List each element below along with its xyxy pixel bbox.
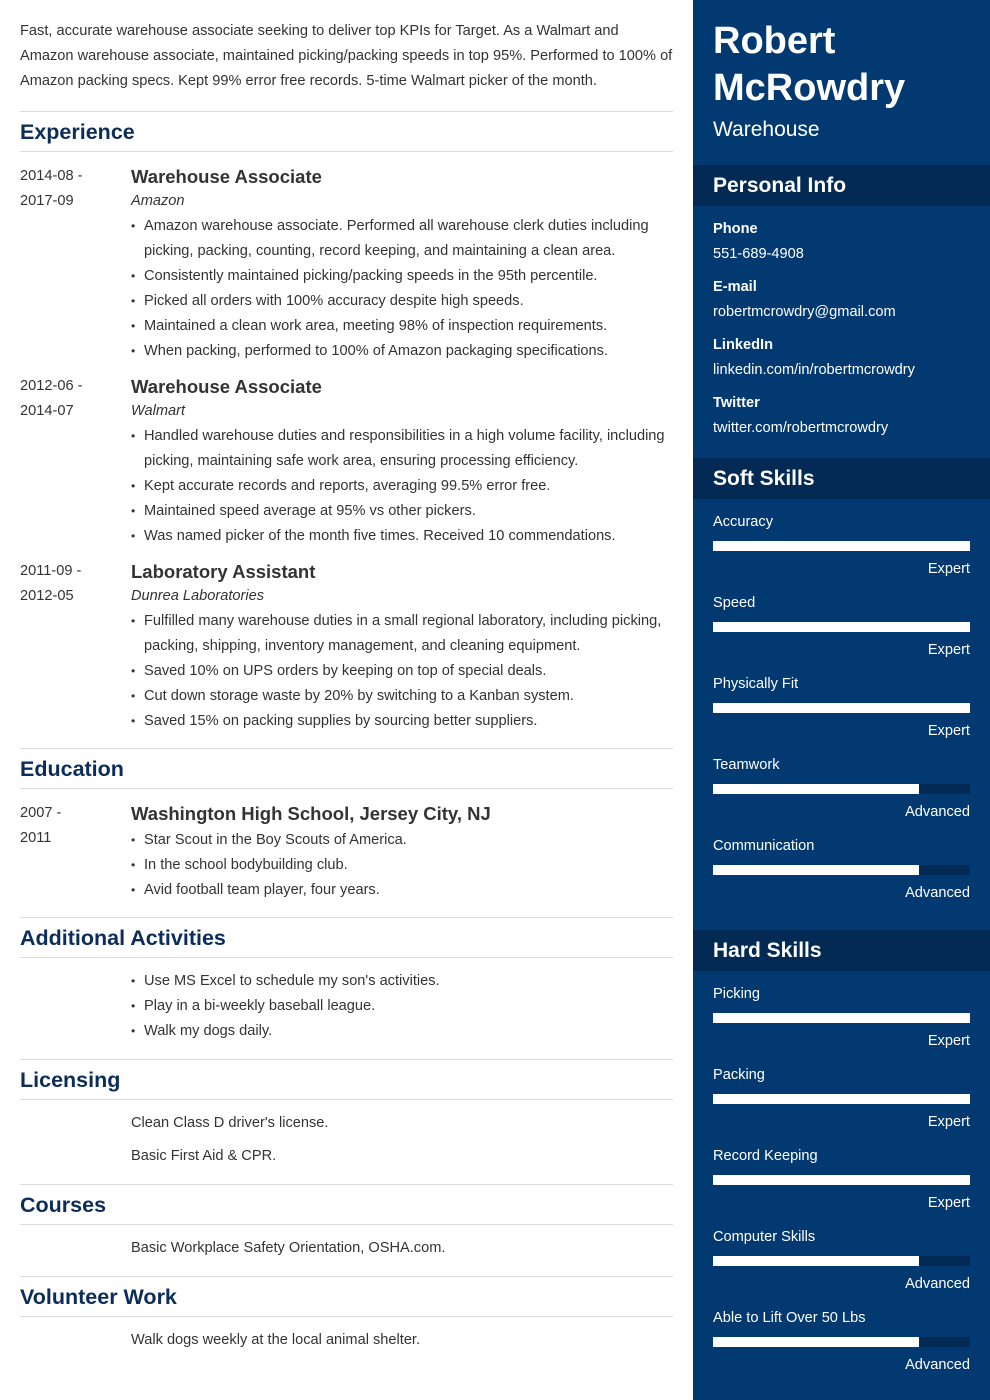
bullet-item: • Kept accurate records and reports, averaging 99.5% error free. — [131, 474, 673, 499]
info-value-linkedin[interactable]: linkedin.com/in/robertmcrowdry — [713, 362, 915, 378]
hard-skills-list — [693, 971, 990, 1400]
bullet-list — [131, 609, 673, 734]
education-entry — [20, 801, 673, 903]
skill-bar-fill — [713, 1175, 970, 1185]
date-end: 2014-07 — [20, 403, 74, 419]
section-title-volunteer: Volunteer Work — [20, 1276, 673, 1317]
courses-entry — [20, 1236, 673, 1261]
license-item: Basic First Aid & CPR. — [131, 1148, 277, 1164]
entry-date — [20, 164, 131, 364]
skill-item — [713, 983, 970, 1064]
entry-date — [20, 374, 131, 549]
skill-level: Expert — [927, 561, 970, 577]
bullet-item: • Maintained speed average at 95% vs other pickers. — [131, 499, 673, 524]
info-label-phone: Phone — [713, 221, 758, 237]
skill-item — [713, 1064, 970, 1145]
bullet-item: • Saved 10% on UPS orders by keeping on top of special deals. — [131, 659, 673, 684]
skill-item — [713, 1307, 970, 1388]
skill-name: Picking — [713, 986, 761, 1002]
info-label-email: E-mail — [713, 279, 757, 295]
name-last: McRowdry — [713, 67, 906, 109]
skill-item — [713, 1226, 970, 1307]
date-start: 2007 - — [20, 805, 62, 821]
skill-name: Accuracy — [713, 514, 774, 530]
date-start: 2014-08 - — [20, 168, 83, 184]
date-end: 2012-05 — [20, 588, 74, 604]
info-label-twitter: Twitter — [713, 395, 760, 411]
bullet-item: • Was named picker of the month five times. Received 10 commendations. — [131, 524, 673, 549]
skill-bar-fill — [713, 703, 970, 713]
skill-bar-fill — [713, 1013, 970, 1023]
job-title: Warehouse Associate — [131, 376, 322, 397]
info-value-email[interactable]: robertmcrowdry@gmail.com — [713, 304, 896, 320]
skill-level: Expert — [927, 723, 970, 739]
job-title: Warehouse Associate — [131, 166, 322, 187]
bullet-item: • Cut down storage waste by 20% by switching to a Kanban system. — [131, 684, 673, 709]
skill-bar-fill — [713, 541, 970, 551]
date-start: 2012-06 - — [20, 378, 83, 394]
skill-name: Physically Fit — [713, 676, 799, 692]
bullet-item: • Consistently maintained picking/packing speeds in the 95th percentile. — [131, 264, 673, 289]
skill-item — [713, 835, 970, 916]
skill-bar — [713, 784, 970, 794]
bullet-list — [131, 424, 673, 549]
skill-bar-fill — [713, 784, 919, 794]
info-value-phone[interactable]: 551-689-4908 — [713, 246, 804, 262]
candidate-role: Warehouse — [713, 118, 820, 141]
experience-entry — [20, 374, 673, 549]
skill-item — [713, 754, 970, 835]
volunteer-item: Walk dogs weekly at the local animal shelter. — [131, 1332, 421, 1348]
skill-bar-fill — [713, 865, 919, 875]
bullet-item: • In the school bodybuilding club. — [131, 853, 673, 878]
date-start: 2011-09 - — [20, 563, 82, 579]
skill-name: Able to Lift Over 50 Lbs — [713, 1310, 866, 1326]
skill-bar-fill — [713, 1256, 919, 1266]
licensing-entry — [20, 1111, 673, 1169]
sidebar-title-personal-info: Personal Info — [693, 165, 990, 206]
company-name: Amazon — [131, 193, 185, 209]
entry-date — [20, 801, 131, 903]
sidebar-title-soft-skills: Soft Skills — [693, 458, 990, 499]
volunteer-entry — [20, 1328, 673, 1353]
section-title-activities: Additional Activities — [20, 917, 673, 958]
summary-text: Fast, accurate warehouse associate seeking to deliver top KPIs for Target. As a Walmart and Amazon warehouse associate, maintained picking/packing speeds in top 95%. Performed to 100% of Amazon packing specs. Kept 99% error free records. 5-time Walmart picker of the month. — [20, 23, 673, 89]
skill-bar — [713, 1337, 970, 1347]
skill-bar-fill — [713, 1094, 970, 1104]
skill-bar — [713, 1256, 970, 1266]
skill-bar — [713, 703, 970, 713]
skill-bar — [713, 1175, 970, 1185]
name-first: Robert — [713, 20, 836, 62]
soft-skills-list — [693, 499, 990, 930]
bullet-item: • Walk my dogs daily. — [131, 1019, 673, 1044]
date-end: 2017-09 — [20, 193, 74, 209]
bullet-item: • When packing, performed to 100% of Amazon packaging specifications. — [131, 339, 673, 364]
skill-bar — [713, 865, 970, 875]
skill-name: Communication — [713, 838, 815, 854]
bullet-item: • Saved 15% on packing supplies by sourcing better suppliers. — [131, 709, 673, 734]
skill-level: Expert — [927, 1114, 970, 1130]
candidate-name — [713, 18, 970, 112]
course-item: Basic Workplace Safety Orientation, OSHA.com. — [131, 1240, 446, 1256]
company-name: Dunrea Laboratories — [131, 588, 265, 604]
skill-bar — [713, 1094, 970, 1104]
info-value-twitter[interactable]: twitter.com/robertmcrowdry — [713, 420, 889, 436]
skill-item — [713, 511, 970, 592]
skill-level: Advanced — [905, 804, 970, 820]
skill-name: Teamwork — [713, 757, 780, 773]
skill-item — [713, 673, 970, 754]
skill-level: Advanced — [905, 1357, 970, 1373]
activities-entry — [20, 969, 673, 1044]
skill-item — [713, 592, 970, 673]
info-label-linkedin: LinkedIn — [713, 337, 773, 353]
skill-bar — [713, 541, 970, 551]
bullet-item: • Avid football team player, four years. — [131, 878, 673, 903]
skill-bar-fill — [713, 1337, 919, 1347]
bullet-item: • Picked all orders with 100% accuracy despite high speeds. — [131, 289, 673, 314]
skill-level: Expert — [927, 1195, 970, 1211]
skill-level: Expert — [927, 1033, 970, 1049]
job-title: Laboratory Assistant — [131, 561, 316, 582]
school-name: Washington High School, Jersey City, NJ — [131, 803, 491, 824]
skill-name: Computer Skills — [713, 1229, 816, 1245]
bullet-item: • Star Scout in the Boy Scouts of America. — [131, 828, 673, 853]
section-title-experience: Experience — [20, 111, 673, 152]
skill-bar — [713, 622, 970, 632]
skill-level: Expert — [927, 642, 970, 658]
bullet-item: • Amazon warehouse associate. Performed all warehouse clerk duties including picking, packing, counting, record keeping, and maintaining a clean area. — [131, 214, 673, 264]
experience-entry — [20, 164, 673, 364]
skill-item — [713, 1145, 970, 1226]
bullet-item: • Handled warehouse duties and responsibilities in a high volume facility, including picking, maintaining safe work area, ensuring processing efficiency. — [131, 424, 673, 474]
personal-info-list — [693, 206, 990, 458]
sidebar — [693, 0, 990, 1400]
skill-level: Advanced — [905, 885, 970, 901]
bullet-list — [131, 214, 673, 364]
skill-bar-fill — [713, 622, 970, 632]
license-item: Clean Class D driver's license. — [131, 1115, 329, 1131]
sidebar-title-hard-skills: Hard Skills — [693, 930, 990, 971]
experience-entry — [20, 559, 673, 734]
skill-bar — [713, 1013, 970, 1023]
bullet-list — [131, 969, 673, 1044]
skill-name: Record Keeping — [713, 1148, 818, 1164]
skill-name: Packing — [713, 1067, 765, 1083]
sidebar-header — [693, 0, 990, 165]
date-end: 2011 — [20, 830, 52, 846]
section-title-licensing: Licensing — [20, 1059, 673, 1100]
bullet-item: • Use MS Excel to schedule my son's activities. — [131, 969, 673, 994]
entry-date — [20, 559, 131, 734]
skill-name: Speed — [713, 595, 756, 611]
company-name: Walmart — [131, 403, 186, 419]
bullet-list — [131, 828, 673, 903]
bullet-item: • Play in a bi-weekly baseball league. — [131, 994, 673, 1019]
section-title-courses: Courses — [20, 1184, 673, 1225]
section-title-education: Education — [20, 748, 673, 789]
bullet-item: • Maintained a clean work area, meeting 98% of inspection requirements. — [131, 314, 673, 339]
bullet-item: • Fulfilled many warehouse duties in a small regional laboratory, including picking, packing, shipping, inventory management, and cleaning equipment. — [131, 609, 673, 659]
skill-level: Advanced — [905, 1276, 970, 1292]
